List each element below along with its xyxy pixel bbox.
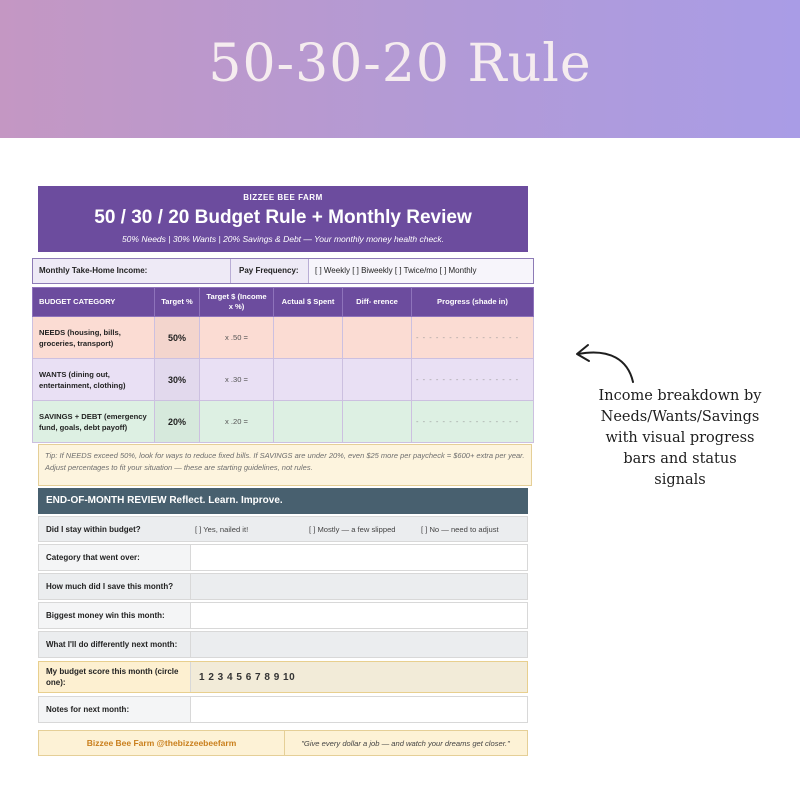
- difference-cell[interactable]: [343, 359, 412, 401]
- sheet-footer: [38, 730, 528, 756]
- review-row-category-over: [38, 544, 528, 571]
- target-amount-cell[interactable]: x .30 =: [200, 359, 274, 401]
- callout-line: with visual progress: [605, 430, 755, 446]
- callout-line: Needs/Wants/Savings: [600, 409, 760, 425]
- option-mostly[interactable]: [ ] Mostly — a few slipped: [309, 524, 396, 534]
- budget-table: [32, 287, 534, 443]
- col-header: Target %: [155, 288, 200, 317]
- table-header-row: [33, 288, 534, 317]
- col-header: Progress (shade in): [412, 288, 534, 317]
- review-label: Notes for next month:: [39, 697, 191, 722]
- review-row-notes: [38, 696, 528, 723]
- pay-frequency-options[interactable]: [ ] Weekly [ ] Biweekly [ ] Twice/mo [ ] Monthly: [309, 259, 533, 283]
- actual-spent-cell[interactable]: [274, 317, 343, 359]
- review-input[interactable]: [191, 697, 527, 722]
- table-row-needs: [33, 317, 534, 359]
- progress-bar-cell[interactable]: - - - - - - - - - - - - - - - -: [412, 401, 534, 443]
- farm-name: BIZZEE BEE FARM: [243, 193, 323, 202]
- curved-arrow-icon: [570, 340, 640, 390]
- col-header: Diff- erence: [343, 288, 412, 317]
- option-no[interactable]: [ ] No — need to adjust: [421, 524, 499, 534]
- target-pct-cell: 20%: [155, 401, 200, 443]
- callout-line: bars and status signals: [623, 451, 737, 488]
- banner-title: 50-30-20 Rule: [208, 34, 592, 94]
- review-options: [191, 517, 527, 541]
- review-label: Category that went over:: [39, 545, 191, 570]
- difference-cell[interactable]: [343, 401, 412, 443]
- review-row-within-budget: [38, 516, 528, 542]
- target-pct-cell: 30%: [155, 359, 200, 401]
- progress-bar-cell[interactable]: - - - - - - - - - - - - - - - -: [412, 317, 534, 359]
- col-header: Target $ (Income x %): [200, 288, 274, 317]
- income-label: Monthly Take-Home Income:: [33, 259, 231, 283]
- target-amount-cell[interactable]: x .20 =: [200, 401, 274, 443]
- actual-spent-cell[interactable]: [274, 401, 343, 443]
- target-amount-cell[interactable]: x .50 =: [200, 317, 274, 359]
- callout-line: Income breakdown by: [598, 388, 762, 404]
- tip-box: Tip: If NEEDS exceed 50%, look for ways to reduce fixed bills. If SAVINGS are under 20%, even $25 more per paycheck = $600+ extra per year. Adjust percentages to fit your situation — these are starting guidelines, not rules.: [38, 444, 532, 486]
- score-options: [191, 662, 527, 692]
- actual-spent-cell[interactable]: [274, 359, 343, 401]
- callout-text: [596, 386, 764, 491]
- difference-cell[interactable]: [343, 317, 412, 359]
- col-header: Actual $ Spent: [274, 288, 343, 317]
- income-row: [32, 258, 534, 284]
- category-cell: NEEDS (housing, bills, groceries, transport): [33, 317, 155, 359]
- table-row-savings: [33, 401, 534, 443]
- progress-bar-cell[interactable]: - - - - - - - - - - - - - - - -: [412, 359, 534, 401]
- review-input[interactable]: [191, 632, 527, 657]
- review-label: Biggest money win this month:: [39, 603, 191, 628]
- target-pct-cell: 50%: [155, 317, 200, 359]
- review-label: How much did I save this month?: [39, 574, 191, 599]
- review-row-differently: [38, 631, 528, 658]
- score-values[interactable]: 1 2 3 4 5 6 7 8 9 10: [199, 671, 296, 683]
- option-yes[interactable]: [ ] Yes, nailed it!: [195, 524, 249, 534]
- sheet-subtitle: 50% Needs | 30% Wants | 20% Savings & Debt — Your monthly money health check.: [121, 234, 445, 244]
- banner: [0, 0, 800, 138]
- review-input[interactable]: [191, 574, 527, 599]
- footer-brand: Bizzee Bee Farm @thebizzeebeefarm: [39, 731, 285, 755]
- pay-frequency-label: Pay Frequency:: [231, 259, 309, 283]
- sheet-header: [38, 186, 528, 252]
- review-input[interactable]: [191, 603, 527, 628]
- sheet-title: 50 / 30 / 20 Budget Rule + Monthly Review: [94, 207, 472, 228]
- review-label: What I'll do differently next month:: [39, 632, 191, 657]
- table-row-wants: [33, 359, 534, 401]
- category-cell: WANTS (dining out, entertainment, clothing): [33, 359, 155, 401]
- review-label: My budget score this month (circle one):: [39, 662, 191, 692]
- category-cell: SAVINGS + DEBT (emergency fund, goals, debt payoff): [33, 401, 155, 443]
- col-header: BUDGET CATEGORY: [33, 288, 155, 317]
- review-input[interactable]: [191, 545, 527, 570]
- review-row-money-win: [38, 602, 528, 629]
- review-header: END-OF-MONTH REVIEW Reflect. Learn. Improve.: [38, 488, 528, 514]
- review-label: Did I stay within budget?: [46, 524, 141, 534]
- review-row-score: [38, 661, 528, 693]
- footer-quote: "Give every dollar a job — and watch your dreams get closer.": [301, 738, 510, 748]
- review-row-saved: [38, 573, 528, 600]
